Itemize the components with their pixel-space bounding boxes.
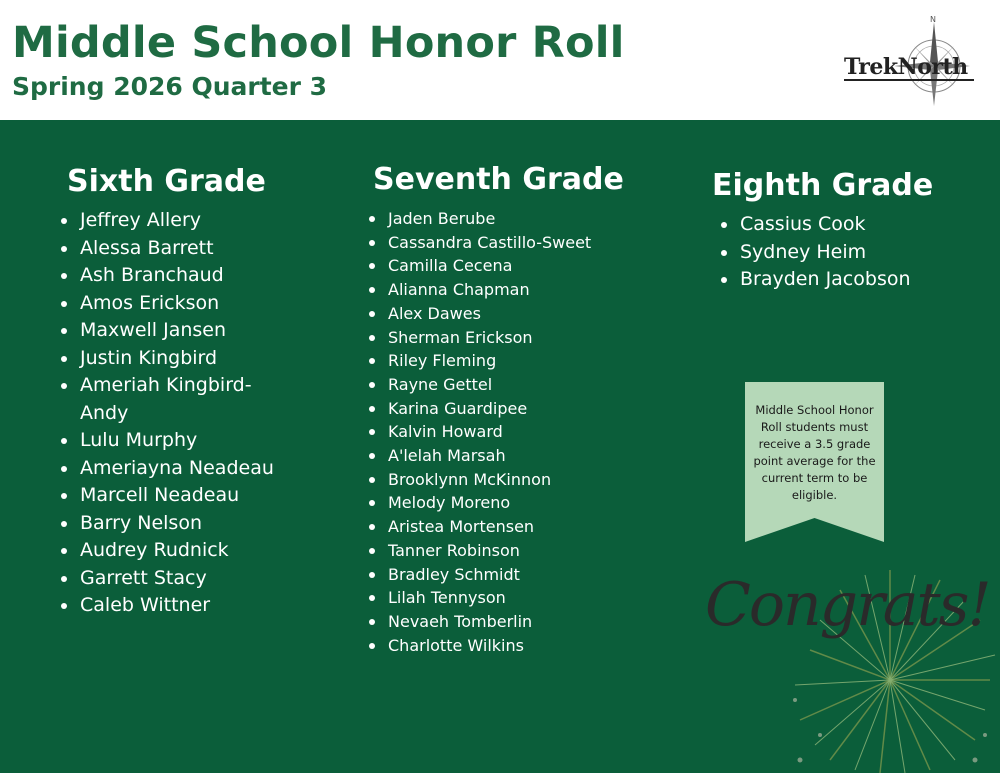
sixth-grade-column xyxy=(58,164,288,620)
eighth-grade-column xyxy=(712,168,972,294)
eighth-grade-heading: Eighth Grade xyxy=(712,168,934,203)
student-name: Cassius Cook xyxy=(712,211,972,239)
seventh-grade-list xyxy=(366,207,656,657)
student-name: Alessa Barrett xyxy=(58,235,288,263)
student-name: Audrey Rudnick xyxy=(58,537,288,565)
eighth-grade-list xyxy=(712,211,972,294)
logo-wordmark: TrekNorth xyxy=(844,54,968,80)
page-subtitle: Spring 2026 Quarter 3 xyxy=(12,72,328,101)
student-name: Bradley Schmidt xyxy=(366,563,656,587)
student-name: Melody Moreno xyxy=(366,491,656,515)
student-name: Charlotte Wilkins xyxy=(366,634,656,658)
student-name: Camilla Cecena xyxy=(366,254,656,278)
student-name: Tanner Robinson xyxy=(366,539,656,563)
sixth-grade-list xyxy=(58,207,288,620)
student-name: Sherman Erickson xyxy=(366,326,656,350)
sixth-grade-heading: Sixth Grade xyxy=(67,164,266,199)
student-name: Lulu Murphy xyxy=(58,427,288,455)
eligibility-note: Middle School Honor Roll students must receive a 3.5 grade point average for the current term to be eligible. xyxy=(753,403,876,502)
student-name: Sydney Heim xyxy=(712,239,972,267)
header xyxy=(0,0,1000,120)
student-name: Ash Branchaud xyxy=(58,262,288,290)
eligibility-ribbon xyxy=(745,382,884,542)
seventh-grade-column xyxy=(366,162,656,657)
student-name: Maxwell Jansen xyxy=(58,317,288,345)
student-name: Garrett Stacy xyxy=(58,565,288,593)
student-name: Jaden Berube xyxy=(366,207,656,231)
student-name: Marcell Neadeau xyxy=(58,482,288,510)
student-name: Karina Guardipee xyxy=(366,397,656,421)
student-name: Brooklynn McKinnon xyxy=(366,468,656,492)
student-name: Justin Kingbird xyxy=(58,345,288,373)
honor-roll-panel xyxy=(0,120,1000,773)
student-name: Aristea Mortensen xyxy=(366,515,656,539)
student-name: Kalvin Howard xyxy=(366,420,656,444)
student-name: Ameriah Kingbird-Andy xyxy=(58,372,288,427)
logo-underline xyxy=(844,78,974,84)
congrats-script: Congrats! xyxy=(705,570,990,640)
svg-text:N: N xyxy=(930,15,936,24)
student-name: Nevaeh Tomberlin xyxy=(366,610,656,634)
student-name: Cassandra Castillo-Sweet xyxy=(366,231,656,255)
student-name: A'lelah Marsah xyxy=(366,444,656,468)
student-name: Lilah Tennyson xyxy=(366,586,656,610)
seventh-grade-heading: Seventh Grade xyxy=(373,162,624,197)
student-name: Riley Fleming xyxy=(366,349,656,373)
page-title: Middle School Honor Roll xyxy=(12,18,625,68)
student-name: Jeffrey Allery xyxy=(58,207,288,235)
student-name: Barry Nelson xyxy=(58,510,288,538)
student-name: Alianna Chapman xyxy=(366,278,656,302)
treknorth-logo xyxy=(840,14,980,106)
student-name: Ameriayna Neadeau xyxy=(58,455,288,483)
student-name: Alex Dawes xyxy=(366,302,656,326)
student-name: Amos Erickson xyxy=(58,290,288,318)
student-name: Caleb Wittner xyxy=(58,592,288,620)
student-name: Brayden Jacobson xyxy=(712,266,972,294)
student-name: Rayne Gettel xyxy=(366,373,656,397)
